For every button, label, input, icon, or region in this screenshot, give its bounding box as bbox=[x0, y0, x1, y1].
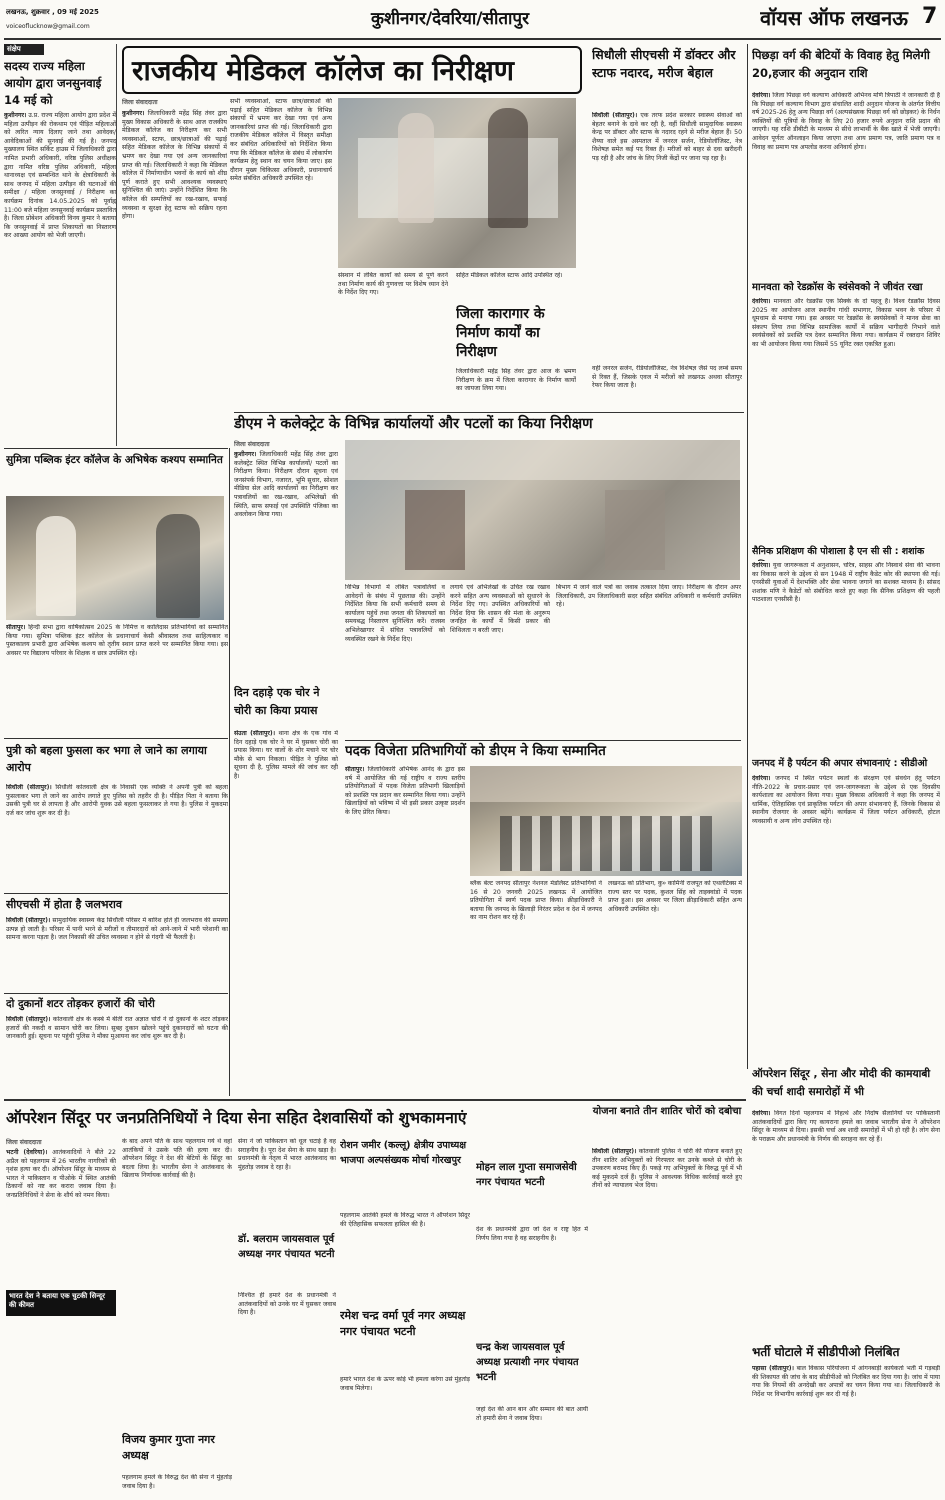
rescue-headline: मानवता को रेडक्रॉस के स्वंसेवको ने जीवंत रखा bbox=[752, 282, 923, 293]
yojana-dateline: सिधौली (सीतापुर)। bbox=[592, 1148, 637, 1155]
sumitra-caption: सीतापुर। bbox=[6, 624, 26, 631]
sindoor-sub1-body: निश्चित ही हमारे देश के प्रधानमंत्री ने आतंकवादियों को उनके घर में घुसकर जवाब दिया है। bbox=[238, 1292, 336, 1317]
ghotale-headline: भर्ती घोटाले में सीडीपीओ निलंबित bbox=[752, 1345, 900, 1359]
masthead-rule bbox=[4, 38, 941, 40]
jalbharav-headline: सीएचसी में होता है जलभराव bbox=[6, 898, 123, 911]
sindoor-main-col1: आतंकवादियों ने बीते 22 अप्रैल को पहलगाम में 26 भारतीय नागरिकों की नृशंस हत्या कर दी। ऑपरेशन सिंदूर के माध्यम से भारत ने पाकिस्तान व पीओके में स्थित आतंकी ठिकानों को नष्ट कर करारा जवाब दिया है। जनप्रतिनिधियों ने सेना के शौर्य को नमन किया। bbox=[6, 1149, 116, 1199]
lead-desk: जिला संवाददाता bbox=[122, 99, 158, 106]
divider-v-1 bbox=[747, 44, 748, 1069]
sidhauli-chc-body2: वहीं जनरल सर्जन, रेडियोलॉजिस्ट, नेत्र विशेषज्ञ जैसे पद लम्बे समय से रिक्त हैं, जिसके एवज में मरीजों को लखनऊ अथवा सीतापुर रेफर किया जाता है। bbox=[592, 365, 742, 390]
tourism-headline: जनपद में है पर्यटन की अपार संभावनाएं : सीडीओ bbox=[752, 758, 928, 769]
ghotale-body: बाल विकास परियोजना में आंगनबाड़ी कार्यकर्ता भर्ती में गड़बड़ी की शिकायत की जांच के बाद सीडीपीओ को निलंबित कर दिया गया है। जांच में पाया गया कि नियमों की अनदेखी कर अपात्रों का चयन किया गया था। जिलाधिकारी के निर्देश पर विभागीय कार्रवाई शुरू कर दी गई है। bbox=[752, 1365, 940, 1398]
sidhauli-chc-body: एक तरफ प्रदेश सरकार स्वास्थ्य सेवाओं को बेहतर बनाने के दावे कर रही है, वहीं सिधौली सामुदायिक स्वास्थ्य केन्द्र पर डॉक्टर और स्टाफ के नदारद रहने से मरीज बेहाल हैं। 50 शैय्या वाले इस अस्पताल में जनरल सर्जन, रेडियोलॉजिस्ट, नेत्र विशेषज्ञ समेत कई पद रिक्त हैं। मरीजों को बाहर से दवा खरीदनी पड़ रही है और जांच के लिए निजी केंद्रों पर जाना पड़ रहा है। bbox=[592, 112, 742, 162]
sindoor-right-dateline: देवरिया। bbox=[752, 1110, 771, 1117]
obc-grant-headline: पिछड़ा वर्ग की बेटियों के विवाह हेतु मिलेगी 20,हजार की अनुदान राशि bbox=[752, 48, 930, 80]
putri-headline: पुत्री को बहला फुसला कर भगा ले जाने का लगाया आरोप bbox=[6, 744, 207, 774]
sindoor-sub2-body: पहलगाम हमले के विरुद्ध देश की सेना ने मुंहतोड़ जवाब दिया है। bbox=[122, 1474, 232, 1490]
dm-inspect-desk: जिला संवाददाता bbox=[234, 441, 270, 448]
lead-photo bbox=[338, 98, 576, 268]
masthead-date: लखनऊ, शुक्रवार , 09 मई 2025 bbox=[6, 8, 99, 16]
putri-dateline: सिधौली (सीतापुर)। bbox=[6, 784, 52, 791]
jalbharav-body: सामुदायिक स्वास्थ्य केंद्र सिधौली परिसर में बारिश होते ही जलभराव की समस्या उत्पन्न हो जाती है। परिसर में पानी भरने से मरीजों व तीमारदारों को आने-जाने में भारी परेशानी का सामना करना पड़ता है। जल निकासी की उचित व्यवस्था न होने से गंदगी भी फैलती है। bbox=[6, 917, 228, 942]
ghotale-dateline: पहासा (सीतापुर)। bbox=[752, 1365, 794, 1372]
lead-photo-caption-1: संस्थान में लंबित कार्यों को समय से पूर्ण करने तथा निर्माण कार्य की गुणवत्ता पर विशेष ध्यान देने के निर्देश दिए गए। bbox=[338, 272, 448, 297]
padak-col2: ब्लैक बेल्ट जनपद सीतापुर नेशनल मेडलिस्ट प्रतिभागियों ने 16 से 20 जनवरी 2025 लखनऊ में आयोजित प्रतियोगिता में स्वर्ण पदक प्राप्त किया। क्रीड़ाधिकारी ने बताया कि जनपद के खिलाड़ी निरंतर प्रदेश व देश में जनपद का नाम रोशन कर रहे हैं। bbox=[470, 880, 602, 922]
sindoor-sub1: डॉ. बलराम जायसवाल पूर्व अध्यक्ष नगर पंचायत भटनी bbox=[238, 1234, 335, 1260]
brief-dateline: कुशीनगर। bbox=[4, 112, 27, 119]
dm-inspect-dateline: कुशीनगर। bbox=[234, 451, 257, 458]
sindoor-sub3-body: पहलगाम आतंकी हमले के विरुद्ध भारत ने ऑपरेशन सिंदूर की ऐतिहासिक सफलता हासिल की है। bbox=[340, 1212, 470, 1228]
putri-body: सिधौली कोतवाली क्षेत्र के निवासी एक व्यक्ति ने अपनी पुत्री को बहला फुसलाकर भगा ले जाने का आरोप लगाते हुए पुलिस को तहरीर दी है। पीड़ित पिता ने बताया कि उसकी पुत्री घर से लापता है और आरोपी युवक उसे बहला फुसलाकर ले गया है। पुलिस ने मुकदमा दर्ज कर जांच शुरू कर दी है। bbox=[6, 784, 228, 817]
sainik-body: युवा जागरूकता में अनुशासन, चरित्र, साहस और निस्वार्थ सेवा की भावना का विकास करने के उद्देश्य से सन 1948 में राष्ट्रीय कैडेट कोर की स्थापना की गई। एनसीसी युवाओं में देशभक्ति और सेवा भावना जगाने का सशक्त माध्यम है। सांसद शशांक मणि ने कैडेटों को संबोधित करते हुए कहा कि सैनिक प्रशिक्षण की पहली पाठशाला एनसीसी है। bbox=[752, 562, 940, 604]
section-title: कुशीनगर/देवरिया/सीतापुर bbox=[370, 9, 530, 29]
sindoor-sub4: रमेश चन्द्र वर्मा पूर्व नगर अध्यक्ष नगर पंचायत भटनी bbox=[340, 1309, 466, 1338]
sidhauli-chc-headline: सिधौली सीएचसी में डॉक्टर और स्टाफ नदारद, मरीज बेहाल bbox=[592, 47, 736, 80]
page-number: 7 bbox=[922, 4, 938, 29]
sindoor-main-dateline: भटनी (देवरिया)। bbox=[6, 1149, 48, 1156]
brief-headline: सदस्य राज्य महिला आयोग द्वारा जनसुनवाई 14 मई को bbox=[4, 59, 102, 107]
shutter-body: कोतवाली क्षेत्र के कस्बे में बीती रात अज्ञात चोरों ने दो दुकानों के शटर तोड़कर हजारों की नकदी व सामान चोरी कर लिया। सुबह दुकान खोलने पहुंचे दुकानदारों को घटना की जानकारी हुई। सूचना पर पहुंची पुलिस ने मौका मुआयना कर जांच शुरू कर दी है। bbox=[6, 1016, 228, 1041]
padak-col3: लखनऊ को प्रतिभाग, कु० कामिनी राजपूत को एथलेटिक्स में राज्य स्तर पर पदक, कुशल सिंह को ताइक्वांडो में पदक प्राप्त हुआ। इस अवसर पर जिला क्रीड़ाधिकारी सहित अन्य अधिकारी उपस्थित रहे। bbox=[608, 880, 742, 913]
chor-body: थाना क्षेत्र के एक गांव में दिन दहाड़े एक चोर ने घर में घुसकर चोरी का प्रयास किया। घर वालों के शोर मचाने पर चोर मौके से भाग निकला। पीड़ित ने पुलिस को सूचना दी है, पुलिस मामले की जांच कर रही है। bbox=[234, 730, 338, 780]
brief-body: उ.प्र. राज्य महिला आयोग द्वारा प्रदेश में महिला उत्पीड़न की रोकथाम एवं पीड़ित महिलाओं को त्वरित न्याय दिलाए जाने तथा आवेदक/आवेदिकाओं की सुनवाई की गई है। जनपद मुख्यालय स्थित सर्किट हाउस में जिलाधिकारी द्वारा नामित प्रभारी अधिकारी, वरिष्ठ पुलिस अधीक्षक द्वारा नामित वरिष्ठ पुलिस अधिकारी, महिला थानाध्यक्ष एवं सम्बन्धित थाने के क्षेत्राधिकारी के साथ जनपद में महिला उत्पीड़न की घटनाओं की समीक्षा / महिला जनसुनवाई / निरीक्षण का कार्यक्रम दिनांक 14.05.2025 को पूर्वाह्न 11:00 बजे महिला जनसुनवाई कार्यक्रम प्रस्तावित है। जिला प्रोबेशन अधिकारी विनय कुमार ने बताया कि जनसुनवाई में प्राप्त शिकायतों का निस्तारण कर आख्या आयोग को भेजी जाएगी। bbox=[4, 112, 116, 240]
rescue-body: मानवता और रेडक्रॉस एक सिक्के के दो पहलू हैं। विश्व रेडक्रॉस दिवस 2025 का आयोजन आज स्थानीय गांधी सभागार, विकास भवन के परिसर में धूमधाम से मनाया गया। इस अवसर पर रेडक्रॉस के स्वयंसेवकों ने मानव सेवा का संकल्प लिया तथा विभिन्न सामाजिक कार्यों में सक्रिय भागीदारी निभाने वाले स्वयंसेवकों को प्रशस्ति पत्र देकर सम्मानित किया गया। कार्यक्रम में रक्तदान शिविर का भी आयोजन किया गया जिसमें 55 यूनिट रक्त एकत्रित हुआ। bbox=[752, 298, 940, 348]
sindoor-sub6-body: जहां देश की आन बान और सम्मान की बात आयी तो हमारी सेना ने जवाब दिया। bbox=[476, 1406, 588, 1422]
sindoor-main-desk: जिला संवाददाता bbox=[6, 1139, 42, 1146]
sindoor-sub3: रोशन जमीर (कल्लू) क्षेत्रीय उपाध्यक्ष भाजपा अल्पसंख्यक मोर्चा गोरखपुर bbox=[340, 1140, 467, 1166]
lead-col1: जिलाधिकारी महेंद्र सिंह तंवर द्वारा मुख्य विकास अधिकारी के साथ आज राजकीय मेडिकल कॉलेज का निरीक्षण कर सभी व्यवस्थाओं, स्टाफ, छात्र/छात्राओं की पढ़ाई सहित मेडिकल कॉलेज के विभिन्न संकायों में भ्रमण कर देखा गया एवं अन्य जानकारियां प्राप्त की गई। जिलाधिकारी ने कहा कि मेडिकल कॉलेज में निर्माणाधीन भवनों के कार्य को शीघ्र पूर्ण कराते हुए सभी आवश्यक व्यवस्थाएं सुनिश्चित की जाएं। उन्होंने निर्देशित किया कि कॉलेज की सम्पत्तियों का रख-रखाव, सफाई व्यवस्था व सुरक्षा हेतु स्टाफ को सक्रिय रहना होगा। bbox=[122, 110, 227, 221]
lead-headline: राजकीय मेडिकल कॉलेज का निरीक्षण bbox=[122, 46, 582, 94]
sidhauli-chc-dateline: सिधौली (सीतापुर)। bbox=[592, 112, 638, 119]
lead-sub-headline: जिला कारागार के निर्माण कार्यों का निरीक्षण bbox=[456, 306, 545, 360]
divider-v-2 bbox=[229, 448, 230, 1096]
sumitra-body: हिन्दी सभा द्वारा वार्षिकोत्सव 2025 के निमित्त व कालिदास प्रतिभागियों को सम्मानित किया गया। सुमित्रा पब्लिक इंटर कॉलेज के प्रधानाचार्य केसी श्रीवास्तव तथा साहित्यकार व पुस्तकालय प्रभारी द्वारा अभिषेक कश्यप को तृतीय स्थान प्राप्त करने पर सम्मानित किया गया। इस अवसर पर विद्यालय परिवार के शिक्षक व छात्र उपस्थित रहे। bbox=[6, 624, 228, 657]
chor-dateline: सेउता (सीतापुर)। bbox=[234, 730, 276, 737]
shutter-dateline: सिधौली (सीतापुर)। bbox=[6, 1016, 51, 1023]
masthead-email: voiceoflucknow@gmail.com bbox=[6, 23, 90, 30]
brief-label: संक्षेप bbox=[4, 44, 44, 55]
divider-h-4 bbox=[4, 993, 228, 994]
lead-photo-caption-2: सहित मेडिकल कॉलेज स्टाफ आदि उपस्थित रहे। bbox=[456, 272, 563, 279]
padak-dateline: सीतापुर। bbox=[345, 766, 365, 773]
padak-headline: पदक विजेता प्रतिभागियों को डीएम ने किया सम्मानित bbox=[345, 740, 741, 762]
sindoor-sub5: मोहन लाल गुप्ता समाजसेवी नगर पंचायत भटनी bbox=[476, 1162, 577, 1188]
dm-inspect-col1: जिलाधिकारी महेंद्र सिंह तंवर द्वारा कलेक्ट्रेट स्थित विभिन्न कार्यालयों/ पटलों का निरीक्षण किया। निरीक्षण दौरान सूचना एवं जनसंपर्क विभाग, नजारत, भूमि सुधार, सोशल मीडिया सेल आदि कार्यालयों का निरीक्षण कर पत्रावलियों का रख-रखाव, अभिलेखों की स्थिति, साफ सफाई एवं उपस्थिति पंजिका का अवलोकन किया गया। bbox=[234, 451, 338, 519]
sindoor-right-body: विगत दिनों पहलगाम में निहत्थे और निर्दोष सैलानियों पर पाकिस्तानी आतंकवादियों द्वारा किए गए कायराना हमले का जवाब भारतीय सेना ने ऑपरेशन सिंदूर के माध्यम से दिया। इसकी चर्चा अब शादी समारोहों में भी हो रही है। लोग सेना के पराक्रम और प्रधानमंत्री के निर्णय की सराहना कर रहे हैं। bbox=[752, 1110, 940, 1143]
padak-photo bbox=[470, 766, 742, 876]
obc-grant-body: जिला पिछड़ा वर्ग कल्याण अधिकारी अभिनव मणि त्रिपाठी ने जानकारी दी है कि पिछड़ा वर्ग कल्याण विभाग द्वारा संचालित शादी अनुदान योजना के अंतर्गत वित्तीय वर्ष 2025-26 हेतु अन्य पिछड़ा वर्ग (अल्पसंख्यक पिछड़ा वर्ग को छोड़कर) के निर्धन व्यक्तियों की पुत्रियों के विवाह के लिए 20 हजार रुपये अनुदान राशि प्रदान की जाएगी। यह राशि डीबीटी के माध्यम से सीधे लाभार्थी के बैंक खाते में भेजी जाएगी। आवेदन पूर्णतः ऑनलाइन किया जाएगा तथा आय प्रमाण पत्र, जाति प्रमाण पत्र व विवाह का प्रमाण पत्र अपलोड करना अनिवार्य होगा। bbox=[752, 92, 940, 151]
sindoor-sub2: विजय कुमार गुप्ता नगर अध्यक्ष bbox=[122, 1433, 215, 1462]
sindoor-sub6: चन्द्र केश जायसवाल पूर्व अध्यक्ष प्रत्याशी नगर पंचायत भटनी bbox=[476, 1342, 579, 1383]
yojana-headline: योजना बनाते तीन शातिर चोरों को दबोचा bbox=[592, 1106, 742, 1117]
sindoor-main-box: भारत देश ने बताया एक चुटकी सिन्दूर की कीमत bbox=[6, 1290, 116, 1316]
chor-headline: दिन दहाड़े एक चोर ने चोरी का किया प्रयास bbox=[234, 686, 320, 717]
sindoor-main-col2: के बाद अपने पति के साथ पहलगाम गये थे वहां आतंकियों ने उसके पति की हत्या कर दी। ऑपरेशन सिंदूर ने देश की बेटियों के सिंदूर का बदला लिया है। भारतीय सेना ने आतंकवाद के खिलाफ निर्णायक कार्रवाई की है। bbox=[122, 1138, 232, 1180]
divider-h-3 bbox=[4, 893, 228, 894]
divider-h-1 bbox=[4, 448, 228, 449]
sumitra-photo bbox=[6, 496, 224, 620]
sindoor-main-headline: ऑपरेशन सिंदूर पर जनप्रतिनिधियों ने दिया सेना सहित देशवासियों को शुभकामनाएं bbox=[6, 1109, 467, 1127]
brief-box bbox=[4, 44, 117, 446]
lead-col2: सभी व्यवस्थाओं, स्टाफ छात्र/छात्राओं की पढ़ाई सहित मेडिकल कॉलेज के विभिन्न संकायों में भ्रमण कर देखा गया एवं अन्य जानकारियां प्राप्त की गई। जिलाधिकारी द्वारा राजकीय मेडिकल कॉलेज में विस्तृत समीक्षा कर संबंधित अधिकारियों को निर्देशित किया गया कि मेडिकल कॉलेज के संबंध में लोकार्पण कार्यक्रम हेतु स्थान का चयन किया जाए। इस दौरान मुख्य चिकित्सा अधिकारी, प्रधानाचार्य समेत संबंधित अधिकारी उपस्थित रहे। bbox=[230, 98, 332, 183]
dm-inspect-col3: लगाये एवं अभिलेखों के उचित रख रखाव करने सहित अन्य व्यवस्थाओं को सुधारने के निर्देश दिए गए। उपस्थित अधिकारियों को निर्देश दिया कि शासन की मंशा के अनुरूप जनहित के कार्यों में किसी प्रकार की शिथिलता न बरती जाए। bbox=[450, 584, 550, 634]
tourism-body: जनपद में स्थित पर्यटन स्थलों के संरक्षण एवं संवर्धन हेतु पर्यटन नीति-2022 के प्रचार-प्रसार एवं जन-जागरूकता के उद्देश्य से एक दिवसीय कार्यशाला का आयोजन किया गया। मुख्य विकास अधिकारी ने कहा कि जनपद में धार्मिक, ऐतिहासिक एवं प्राकृतिक पर्यटन की अपार संभावनाएं हैं, जिनके विकास से स्थानीय रोजगार के अवसर बढ़ेंगे। कार्यक्रम में जिला पर्यटन अधिकारी, होटल व्यवसायी व अन्य लोग उपस्थित रहे। bbox=[752, 775, 940, 825]
sindoor-sub5-body: देश के प्रधानमंत्री द्वारा जो देश व राष्ट्र हित में निर्णय लिया गया है वह सराहनीय है। bbox=[476, 1226, 588, 1242]
sindoor-right-headline: ऑपरेशन सिंदूर , सेना और मोदी की कामयाबी की चर्चा शादी समारोहों में भी bbox=[752, 1068, 931, 1098]
dm-inspect-headline: डीएम ने कलेक्ट्रेट के विभिन्न कार्यालयों और पटलों का किया निरीक्षण bbox=[234, 412, 744, 436]
divider-h-5 bbox=[4, 1099, 746, 1101]
sainik-dateline: देवरिया। bbox=[752, 562, 771, 569]
yojana-body: कोतवाली पुलिस ने चोरी की योजना बनाते हुए तीन शातिर अभियुक्तों को गिरफ्तार कर उनके कब्जे से चोरी के उपकरण बरामद किए हैं। पकड़े गए अभियुक्तों के विरुद्ध पूर्व में भी कई मुकदमे दर्ज हैं। पुलिस ने आवश्यक विधिक कार्रवाई करते हुए तीनों को न्यायालय भेज दिया। bbox=[592, 1148, 742, 1190]
lead-dateline: कुशीनगर। bbox=[122, 110, 145, 117]
obc-grant-dateline: देवरिया। bbox=[752, 92, 771, 99]
divider-h-2 bbox=[4, 738, 228, 739]
sindoor-main-col3: सेना ने जो पाकिस्तान को धूल चटाई है वह सराहनीय है। पूरा देश सेना के साथ खड़ा है। प्रधानमंत्री के नेतृत्व में भारत आतंकवाद का मुंहतोड़ जवाब दे रहा है। bbox=[238, 1138, 336, 1171]
lead-sub-body: जिलाधिकारी महेंद्र सिंह तंवर द्वारा आज के भ्रमण निरीक्षण के क्रम में जिला कारागार के निर्माण कार्यों का जायजा लिया गया। bbox=[456, 368, 576, 393]
rescue-dateline: देवरिया। bbox=[752, 298, 771, 305]
sumitra-headline: सुमित्रा पब्लिक इंटर कॉलेज के अभिषेक कश्यप सम्मानित bbox=[6, 454, 223, 466]
dm-inspect-col2: विभिन्न विभागों में लंबित पत्रावलियों व आवेदनों के संबंध में पूछताछ की। उन्होंने निर्देशित किया कि सभी कर्मचारी समय से कार्यालय पहुंचें तथा जनता की शिकायतों का समयबद्ध निस्तारण सुनिश्चित करें। राजस्व अभिलेखागार में संचित पत्रावलियों को व्यवस्थित रखने के निर्देश दिए। bbox=[345, 584, 445, 643]
dm-inspect-photo bbox=[345, 440, 740, 580]
shutter-headline: दो दुकानों शटर तोड़कर हजारों की चोरी bbox=[6, 998, 155, 1010]
sindoor-sub4-body: हमारे भारत देश के ऊपर कोई भी हमला करेगा उसे मुंहतोड़ जवाब मिलेगा। bbox=[340, 1376, 470, 1392]
jalbharav-dateline: सिधौली (सीतापुर)। bbox=[6, 917, 51, 924]
padak-col1: जिलाधिकारी अभिषेक आनंद के द्वारा इस वर्ष में आयोजित की गई राष्ट्रीय व राज्य स्तरीय प्रतियोगिताओं में पदक विजेता प्रतिभागी खिलाड़ियों को प्रशस्ति पत्र प्रदान कर सम्मानित किया गया। उन्होंने खिलाड़ियों को भविष्य में भी इसी प्रकार उत्कृष्ट प्रदर्शन के लिए प्रेरित किया। bbox=[345, 766, 465, 816]
dm-inspect-col4: बिभाग में जाने वाले पत्रों का जवाब तत्काल दिया जाए। निरीक्षण के दौरान अपर जिलाधिकारी, उप जिलाधिकारी सदर सहित संबंधित अधिकारी व कर्मचारी उपस्थित रहे। bbox=[556, 584, 741, 609]
sainik-headline: सैनिक प्रशिक्षण की पोशाला है एन सी सी : शशांक bbox=[752, 546, 925, 557]
paper-name: वॉयस ऑफ लखनऊ bbox=[760, 6, 908, 30]
tourism-dateline: देवरिया। bbox=[752, 775, 771, 782]
